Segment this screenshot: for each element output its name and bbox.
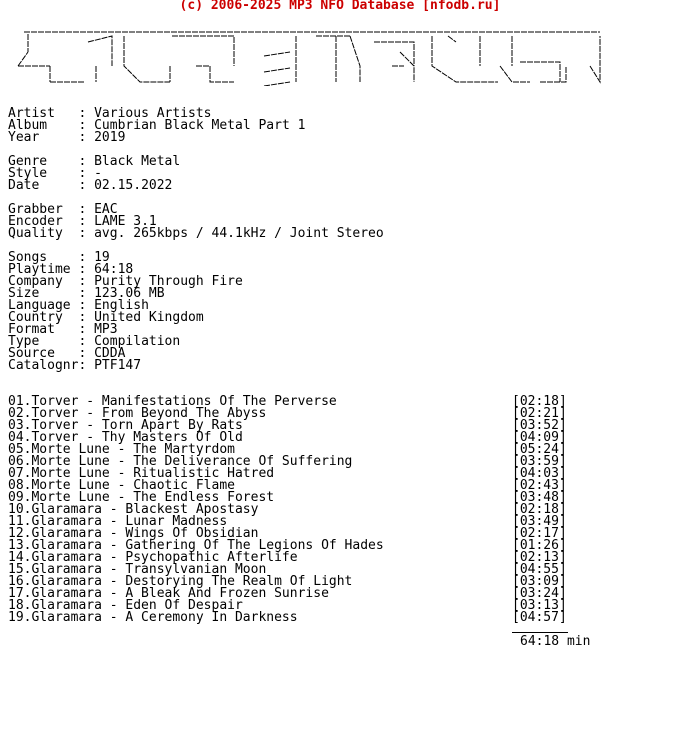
info-separator: :	[78, 130, 95, 145]
info-label: Company	[8, 274, 79, 289]
track-title: 02.Torver - From Beyond The Abyss	[8, 406, 267, 421]
track-duration: [03:24]	[512, 586, 567, 601]
track-title: 03.Torver - Torn Apart By Rats	[8, 418, 243, 433]
info-label: Artist	[8, 106, 79, 121]
track-duration: [03:13]	[512, 598, 567, 613]
info-label: Songs	[8, 250, 79, 265]
info-label: Grabber	[8, 202, 79, 217]
info-label: Date	[8, 178, 79, 193]
info-separator: :	[78, 154, 95, 169]
info-separator: :	[78, 250, 95, 265]
info-separator: :	[78, 274, 95, 289]
info-separator: :	[78, 286, 95, 301]
track-title: 18.Glaramara - Eden Of Despair	[8, 598, 243, 613]
info-row	[8, 180, 384, 192]
info-row	[8, 132, 384, 144]
info-label: Catalognr	[8, 358, 79, 373]
info-separator: :	[78, 322, 95, 337]
info-label: Quality	[8, 226, 79, 241]
track-duration: [02:18]	[512, 502, 567, 517]
info-value: Purity Through Fire	[94, 274, 243, 289]
info-separator: :	[78, 226, 95, 241]
track-duration: [04:57]	[512, 610, 567, 625]
track-duration: [04:03]	[512, 466, 567, 481]
track-title: 15.Glaramara - Transylvanian Moon	[8, 562, 267, 577]
track-duration: [04:09]	[512, 430, 567, 445]
info-separator: :	[78, 178, 95, 193]
info-separator: :	[78, 202, 95, 217]
info-separator: :	[78, 346, 95, 361]
track-title: 04.Torver - Thy Masters Of Old	[8, 430, 243, 445]
track-title: 17.Glaramara - A Bleak And Frozen Sunrise	[8, 586, 329, 601]
info-value: PTF147	[94, 358, 142, 373]
track-title: 19.Glaramara - A Ceremony In Darkness	[8, 610, 298, 625]
info-value: 2019	[94, 130, 126, 145]
track-duration: [03:59]	[512, 454, 567, 469]
info-value: LAME 3.1	[94, 214, 157, 229]
track-title: 16.Glaramara - Destorying The Realm Of Light	[8, 574, 353, 589]
info-label: Source	[8, 346, 79, 361]
track-title: 13.Glaramara - Gathering Of The Legions Of Hades	[8, 538, 384, 553]
track-duration: [02:17]	[512, 526, 567, 541]
info-label: Encoder	[8, 214, 79, 229]
info-value: EAC	[94, 202, 118, 217]
site-header: (c) 2006-2025 MP3 NFO Database [nfodb.ru]	[179, 0, 501, 13]
track-title: 11.Glaramara - Lunar Madness	[8, 514, 228, 529]
track-duration: [02:13]	[512, 550, 567, 565]
track-title: 08.Morte Lune - Chaotic Flame	[8, 478, 235, 493]
info-separator: :	[78, 166, 95, 181]
info-separator: :	[78, 310, 95, 325]
track-duration: [03:48]	[512, 490, 567, 505]
info-separator: :	[78, 118, 95, 133]
info-value: CDDA	[94, 346, 126, 361]
info-label: Size	[8, 286, 79, 301]
info-label: Language	[8, 298, 79, 313]
info-label: Type	[8, 334, 79, 349]
info-value: 123.06 MB	[94, 286, 165, 301]
info-separator: :	[78, 358, 95, 373]
total-divider	[512, 624, 568, 633]
release-info	[8, 108, 384, 372]
track-title: 07.Morte Lune - Ritualistic Hatred	[8, 466, 275, 481]
info-value: United Kingdom	[94, 310, 204, 325]
total-playtime: 64:18 min	[520, 634, 591, 649]
info-value: Cumbrian Black Metal Part 1	[94, 118, 306, 133]
info-label: Playtime	[8, 262, 79, 277]
track-duration: [01:26]	[512, 538, 567, 553]
track-duration: [02:18]	[512, 394, 567, 409]
track-duration: [03:52]	[512, 418, 567, 433]
track-title: 09.Morte Lune - The Endless Forest	[8, 490, 275, 505]
info-value: Various Artists	[94, 106, 212, 121]
track-list	[8, 396, 608, 624]
info-value: Compilation	[94, 334, 181, 349]
track-row	[8, 612, 608, 624]
info-separator: :	[78, 334, 95, 349]
info-value: Black Metal	[94, 154, 181, 169]
info-value: 64:18	[94, 262, 134, 277]
track-duration: [04:55]	[512, 562, 567, 577]
track-duration: [02:21]	[512, 406, 567, 421]
track-title: 14.Glaramara - Psychopathic Afterlife	[8, 550, 298, 565]
info-row	[8, 360, 384, 372]
info-label: Style	[8, 166, 79, 181]
info-value: -	[94, 166, 102, 181]
track-duration: [03:09]	[512, 574, 567, 589]
info-label: Country	[8, 310, 79, 325]
info-label: Year	[8, 130, 79, 145]
info-label: Format	[8, 322, 79, 337]
info-separator: :	[78, 298, 95, 313]
info-value: English	[94, 298, 149, 313]
track-title: 10.Glaramara - Blackest Apostasy	[8, 502, 259, 517]
info-label: Album	[8, 118, 79, 133]
track-title: 12.Glaramara - Wings Of Obsidian	[8, 526, 259, 541]
track-title: 05.Morte Lune - The Martyrdom	[8, 442, 235, 457]
info-value: 02.15.2022	[94, 178, 173, 193]
info-label: Genre	[8, 154, 79, 169]
info-row	[8, 228, 384, 240]
info-value: 19	[94, 250, 110, 265]
track-duration: [02:43]	[512, 478, 567, 493]
track-duration: [05:24]	[512, 442, 567, 457]
track-duration: [03:49]	[512, 514, 567, 529]
info-separator: :	[78, 106, 95, 121]
track-title: 01.Torver - Manifestations Of The Perverse	[8, 394, 337, 409]
info-value: avg. 265kbps / 44.1kHz / Joint Stereo	[94, 226, 384, 241]
info-value: MP3	[94, 322, 118, 337]
info-separator: :	[78, 262, 95, 277]
info-separator: :	[78, 214, 95, 229]
track-title: 06.Morte Lune - The Deliverance Of Suffering	[8, 454, 353, 469]
ascii-logo-banner	[0, 22, 680, 86]
